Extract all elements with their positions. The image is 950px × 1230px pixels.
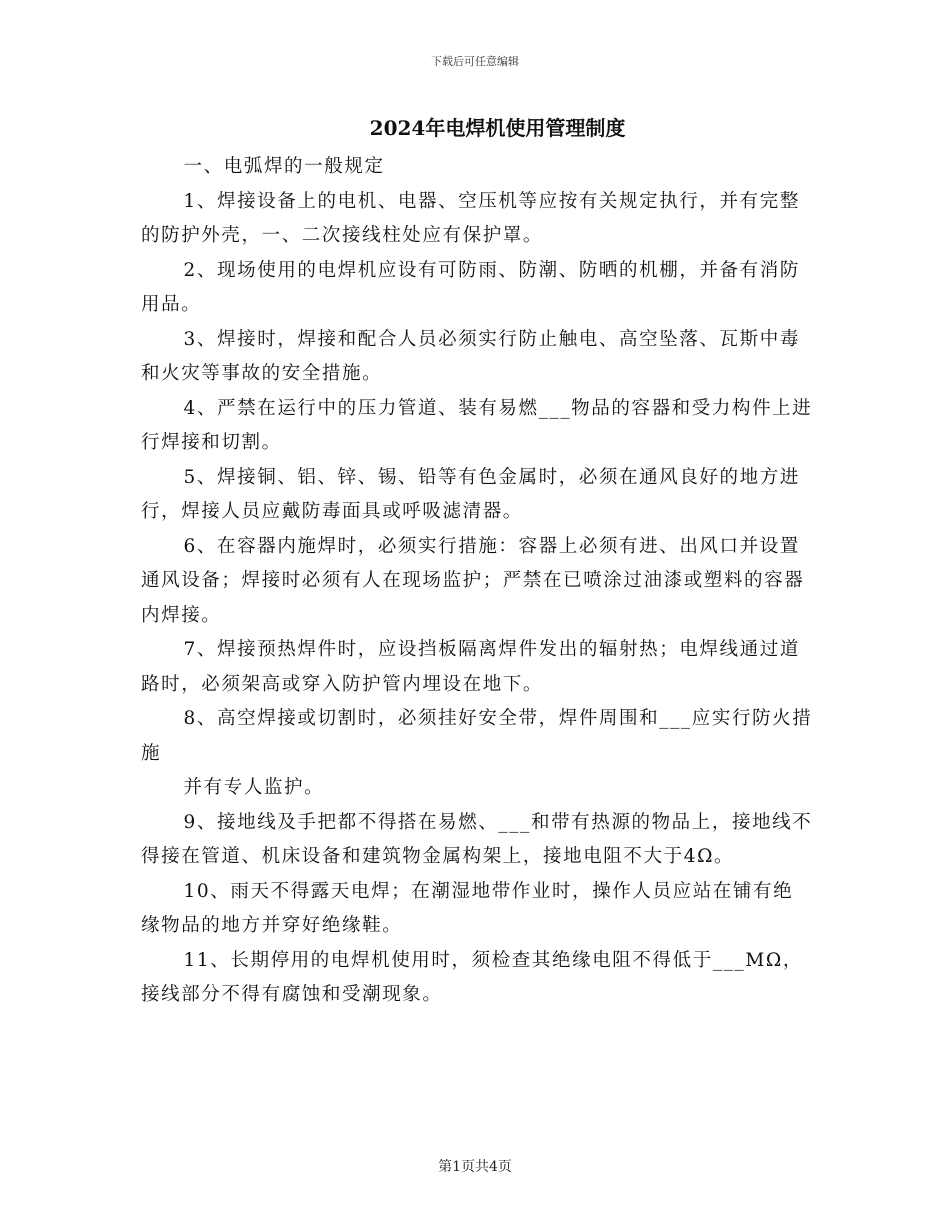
- paragraph: 10、雨天不得露天电焊；在潮湿地带作业时，操作人员应站在铺有绝缘物品的地方并穿好绝缘鞋。: [141, 880, 794, 936]
- section-heading: 一、电弧焊的一般规定: [183, 156, 385, 177]
- paragraph: 并有专人监护。: [183, 777, 325, 798]
- paragraph: 9、接地线及手把都不得搭在易燃、___和带有热源的物品上，接地线不得接在管道、机床设备和建筑物金属构架上，接地电阻不大于4Ω。: [141, 811, 813, 867]
- paragraph: 1、焊接设备上的电机、电器、空压机等应按有关规定执行，并有完整的防护外壳，一、二次接线柱处应有保护罩。: [141, 190, 800, 246]
- header-note: 下载后可任意编辑: [431, 55, 519, 68]
- paragraph: 6、在容器内施焊时，必须实行措施：容器上必须有进、出风口并设置通风设备；焊接时必须有人在现场监护；严禁在已喷涂过油漆或塑料的容器内焊接。: [141, 535, 805, 626]
- paragraph: 3、焊接时，焊接和配合人员必须实行防止触电、高空坠落、瓦斯中毒和火灾等事故的安全措施。: [141, 328, 800, 384]
- paragraph: 5、焊接铜、铝、锌、锡、铅等有色金属时，必须在通风良好的地方进行，焊接人员应戴防毒面具或呼吸滤清器。: [141, 466, 800, 522]
- paragraph: 8、高空焊接或切割时，必须挂好安全带，焊件周围和___应实行防火措施: [141, 708, 813, 764]
- paragraph: 4、严禁在运行中的压力管道、装有易燃___物品的容器和受力构件上进行焊接和切割。: [141, 397, 813, 453]
- page-footer: 第1页共4页: [438, 1159, 512, 1175]
- document-title: 2024年电焊机使用管理制度: [369, 116, 626, 140]
- document-body: [141, 150, 813, 1013]
- paragraph: 7、焊接预热焊件时，应设挡板隔离焊件发出的辐射热；电焊线通过道路时，必须架高或穿入防护管内埋设在地下。: [141, 639, 800, 695]
- paragraph: 11、长期停用的电焊机使用时，须检查其绝缘电阻不得低于___MΩ，接线部分不得有腐蚀和受潮现象。: [141, 949, 803, 1005]
- paragraph: 2、现场使用的电焊机应设有可防雨、防潮、防晒的机棚，并备有消防用品。: [141, 259, 800, 315]
